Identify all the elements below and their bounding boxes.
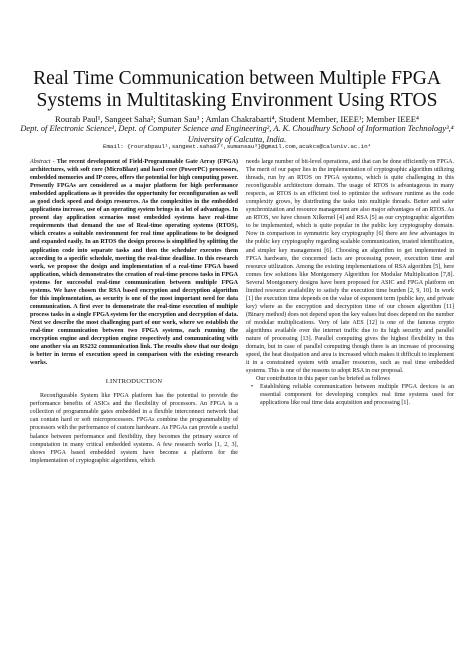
abstract-lead: Abstract - <box>30 159 57 165</box>
right-column <box>246 158 454 407</box>
list-item-text: Establishing reliable communication between multiple FPGA devices is an essential component for developing complex real time systems used for applications like real time data acquisition and processing [1]. <box>260 384 454 407</box>
intro-paragraph: Reconfigurable System like FPGA platform has the potential to provide the performance benefits of ASICs and the flexibility of processors. An FPGA is a collection of programmable gates embedded in a flexible interconnect network that can contain hard or soft microprocessors. FPGAs combine the programmability of processors with the performance of custom hardware. As FPGAs can provide a useful balance between performance and flexibility, they becomes the primary source of computation in many critical embedded systems. A few research works [1, 2, 3], shows FPGA based embedded system have become a platform for the implementation of cryptographic algorithms, which <box>30 393 238 464</box>
abstract <box>30 158 238 367</box>
contribution-intro: Our contribution in this paper can be briefed as follows <box>256 376 390 383</box>
bullet-icon: • <box>251 384 254 391</box>
university-line: University of Calcutta, India. <box>187 134 287 144</box>
abstract-body: The recent development of Field-Programmable Gate Array (FPGA) architectures, with soft core (MicroBlaze) and hard core (PowerPC) processors, embedded memories and IP cores, offers the potential for high computing power. Presently FPGAs are considered as a major platform for high performance embedded applications as it provides the opportunity for reconfiguration as well as good clock speed and design resources. As the complexities in the embedded applications increase, use of an operating system brings in a lot of advantages. In present day application scenarios most embedded systems have real-time requirements that demand the use of Real-time operating systems (RTOS), which creates a suitable environment for real time applications to be designed and expanded easily. In an RTOS the design process is simplified by splitting the application code into separate tasks and then the scheduler executes them according to a specific schedule, meeting the real-time deadline. In this research work, we propose the design and implementation of a real-time FPGA based application, which demonstrates the creation of real-time process tasks in FPGA systems for successful real-time communication between multiple FPGA systems. We have chosen the RSA based encryption and decryption algorithm for this implementation, as security is one of the most important need for data communication. A first ever to demonstrate the real-time execution of multiple process tasks in a single FPGA system for the encryption and decryption of data. Next we describe the most challenging part of our work, where we establish the real-time communication between two FPGA systems, each running the encryption engine and decryption engine respectively and communicating with one another via an RS232 communication link. The results show that our design is better in terms of execution speed in comparison with the existing research works. <box>30 159 239 367</box>
authors-line: Rourab Paul¹, Sangeet Saha²; Suman Sau³ ; Amlan Chakrabarti⁴, Student Member, IEEE¹; Member IEEE⁴ <box>55 114 419 124</box>
email-line: Email: {rourabpaul¹,sangeet.saha87²,sumansau³}@gmail.com,acakcs@caluniv.ac.in⁴ <box>103 143 371 150</box>
author-block <box>10 114 464 145</box>
section-heading-introduction: I.INTRODUCTION <box>105 378 163 386</box>
left-column <box>30 158 238 465</box>
paper-title: Real Time Communication between Multiple FPGA Systems in Multitasking Environment Using RTOS <box>33 68 441 111</box>
affiliation-line: Dept. of Electronic Science¹, Dept. of Computer Science and Engineering², A. K. Choudhury School of Information Technology³,⁴ <box>20 124 454 134</box>
contribution-list <box>246 383 454 407</box>
body-paragraph: needs large number of bit-level operations, and that can be done efficiently on FPGA. The merit of our paper lies in the implementation of cryptographic algorithm utilizing threads, run by an RTOS on FPGA systems, which is quite challenging in this reconfigurable architecture domain. The usage of RTOS is advantageous in many respects, as RTOS is an efficient tool to optimize the software runtime as the code complexity grows, by distributing the tasks into multiple threads. Better and safer synchronization and resource management are also major advantages of an RTOS. As an RTOS, we have chosen Xilkernel [4] and RSA [5] as our cryptographic algorithm to be implemented, which is quite popular in the public key cryptography domain. Now in comparison to symmetric key cryptography [6] there are few advantages in the public key cryptography regarding scalable communication, trusted identification, and simpler key management [6]. Choosing an algorithm to get implemented in FPGA hardware, the concerned facts are processing power, execution time and resource utilization. Among the existing implementations of RSA algorithm [5], here comes few solutions like Montgomery Algorithm for Modular Multiplication [7,8]. Several Montgomery designs have been proposed for ASIC and FPGA platform on limited resource availability to satisfy the execution time burden [2, 9, 10]. In work [1] the execution time depends on the value of exponent term (public key, and private key) where as the encryption and decryption time of our chosen algorithm [11] (Binary method) does not depend upon the key values but does depend on the number of modular multiplications. Very of late AES [12] is one of the famous crypto algorithms available over the internet traffic due to its high security and parallel nature of processing [13]. Parallel computing gives the highest flexibility in this domain, but in case of parallel computing though there is an increase of processing speed, the heat dissipation and area is increased which makes it difficult to implement it in a constrained system with smaller resources, such as real time embedded systems. This is one of the reasons to adopt RSA in our proposal. <box>246 159 454 375</box>
list-item <box>251 383 454 407</box>
